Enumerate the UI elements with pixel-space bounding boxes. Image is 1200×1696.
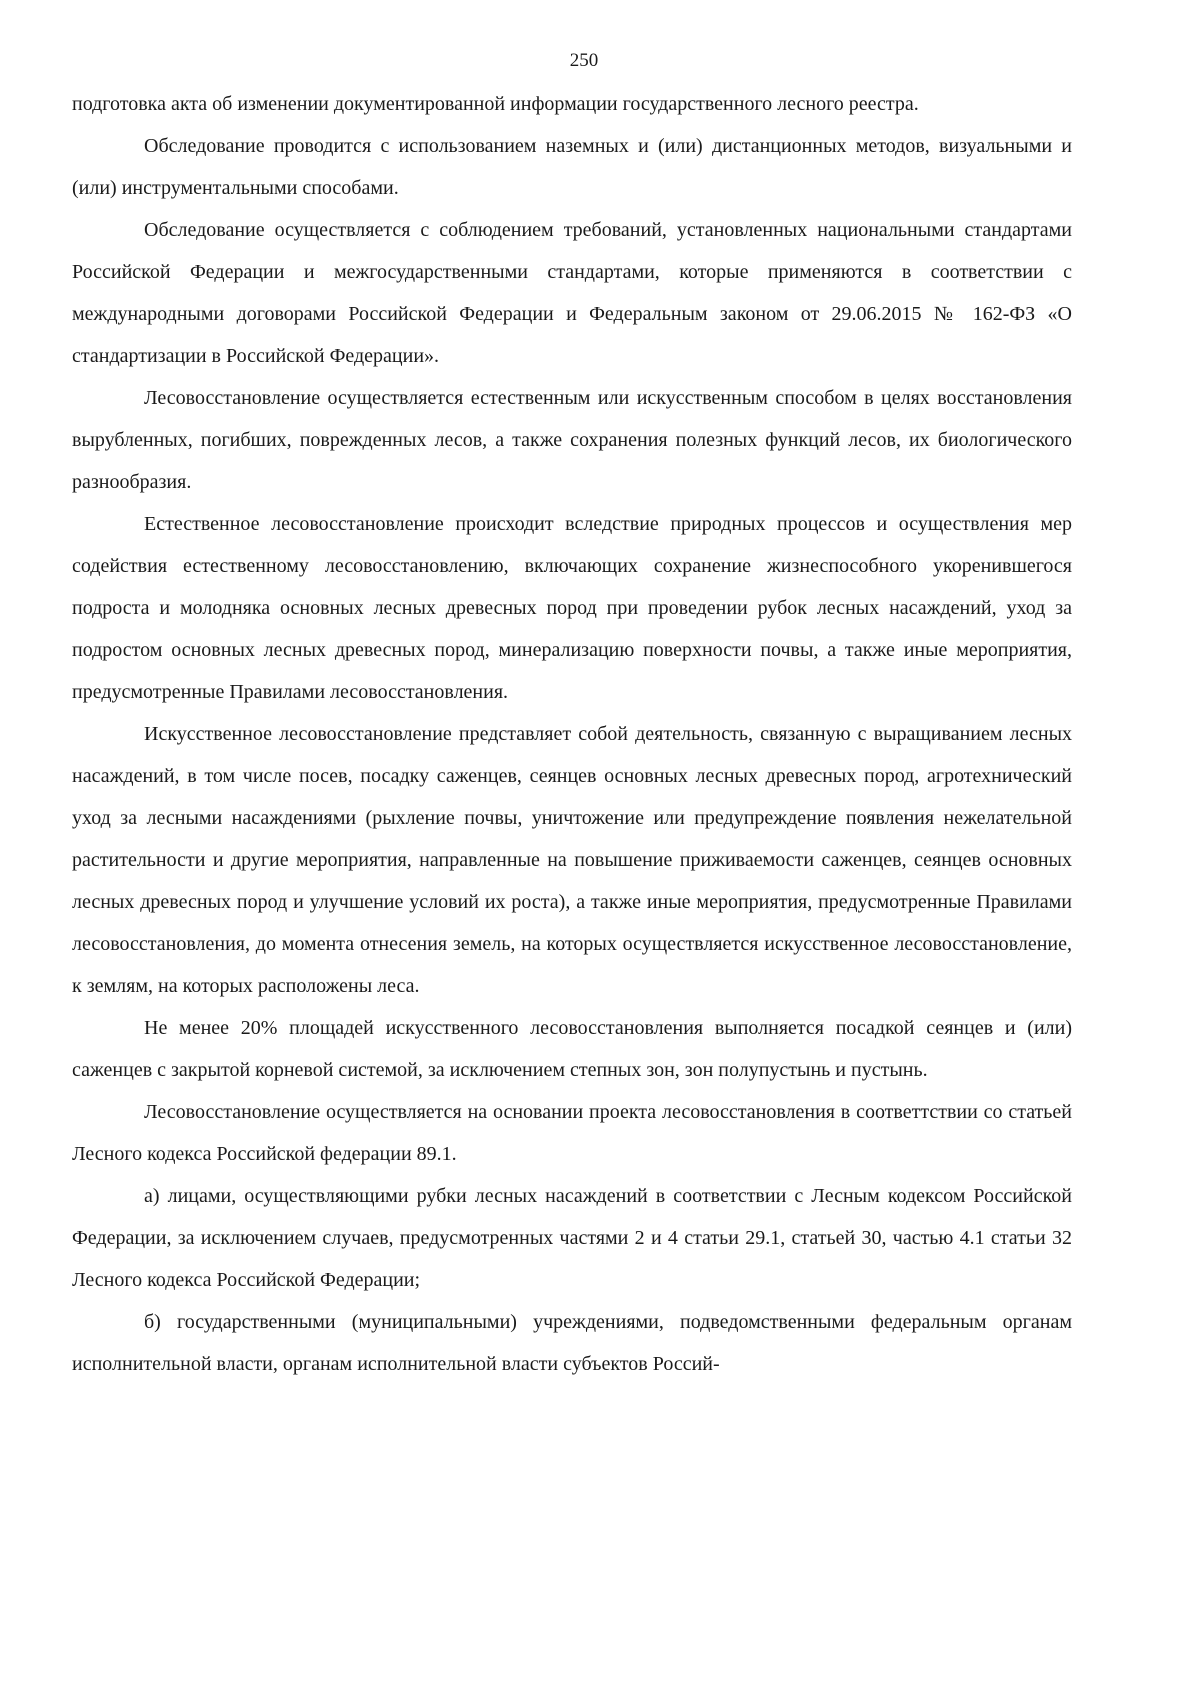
paragraph: Обследование осуществляется с соблюдением требований, установленных национальными стандартами Российской Федерации и межгосударственными стандартами, которые применяются в соответствии с международными договорами Российской Федерации и Федеральным законом от 29.06.2015 № 162-ФЗ «О стандартизации в Российской Федерации». bbox=[72, 219, 1072, 367]
paragraph: Лесовосстановление осуществляется естественным или искусственным способом в целях восстановления вырубленных, погибших, поврежденных лесов, а также сохранения полезных функций лесов, их биологического разнообразия. bbox=[72, 387, 1072, 493]
document-body bbox=[72, 83, 1072, 1385]
paragraph: Не менее 20% площадей искусственного лесовосстановления выполняется посадкой сеянцев и (или) саженцев с закрытой корневой системой, за исключением степных зон, зон полупустынь и пустынь. bbox=[72, 1017, 1072, 1081]
paragraph: Лесовосстановление осуществляется на основании проекта лесовосстановления в соответтствии со статьей Лесного кодекса Российской федерации 89.1. bbox=[72, 1101, 1072, 1165]
paragraph: б) государственными (муниципальными) учреждениями, подведомственными федеральным органам исполнительной власти, органам исполнительной власти субъектов Россий- bbox=[72, 1311, 1072, 1375]
document-page bbox=[72, 48, 1072, 1648]
paragraph: подготовка акта об изменении документированной информации государственного лесного реестра. bbox=[72, 93, 919, 115]
paragraph: а) лицами, осуществляющими рубки лесных насаждений в соответствии с Лесным кодексом Российской Федерации, за исключением случаев, предусмотренных частями 2 и 4 статьи 29.1, статьей 30, частью 4.1 статьи 32 Лесного кодекса Российской Федерации; bbox=[72, 1185, 1072, 1291]
paragraph: Естественное лесовосстановление происходит вследствие природных процессов и осуществления мер содействия естественному лесовосстановлению, включающих сохранение жизнеспособного укоренившегося подроста и молодняка основных лесных древесных пород при проведении рубок лесных насаждений, уход за подростом основных лесных древесных пород, минерализацию поверхности почвы, а также иные мероприятия, предусмотренные Правилами лесовосстановления. bbox=[72, 513, 1072, 703]
page-number: 250 bbox=[569, 50, 599, 71]
paragraph: Обследование проводится с использованием наземных и (или) дистанционных методов, визуальными и (или) инструментальными способами. bbox=[72, 135, 1072, 199]
paragraph: Искусственное лесовосстановление представляет собой деятельность, связанную с выращиванием лесных насаждений, в том числе посев, посадку саженцев, сеянцев основных лесных древесных пород, агротехнический уход за лесными насаждениями (рыхление почвы, уничтожение или предупреждение появления нежелательной растительности и другие мероприятия, направленные на повышение приживаемости саженцев, сеянцев основных лесных древесных пород и улучшение условий их роста), а также иные мероприятия, предусмотренные Правилами лесовосстановления, до момента отнесения земель, на которых осуществляется искусственное лесовосстановление, к землям, на которых расположены леса. bbox=[72, 723, 1072, 997]
